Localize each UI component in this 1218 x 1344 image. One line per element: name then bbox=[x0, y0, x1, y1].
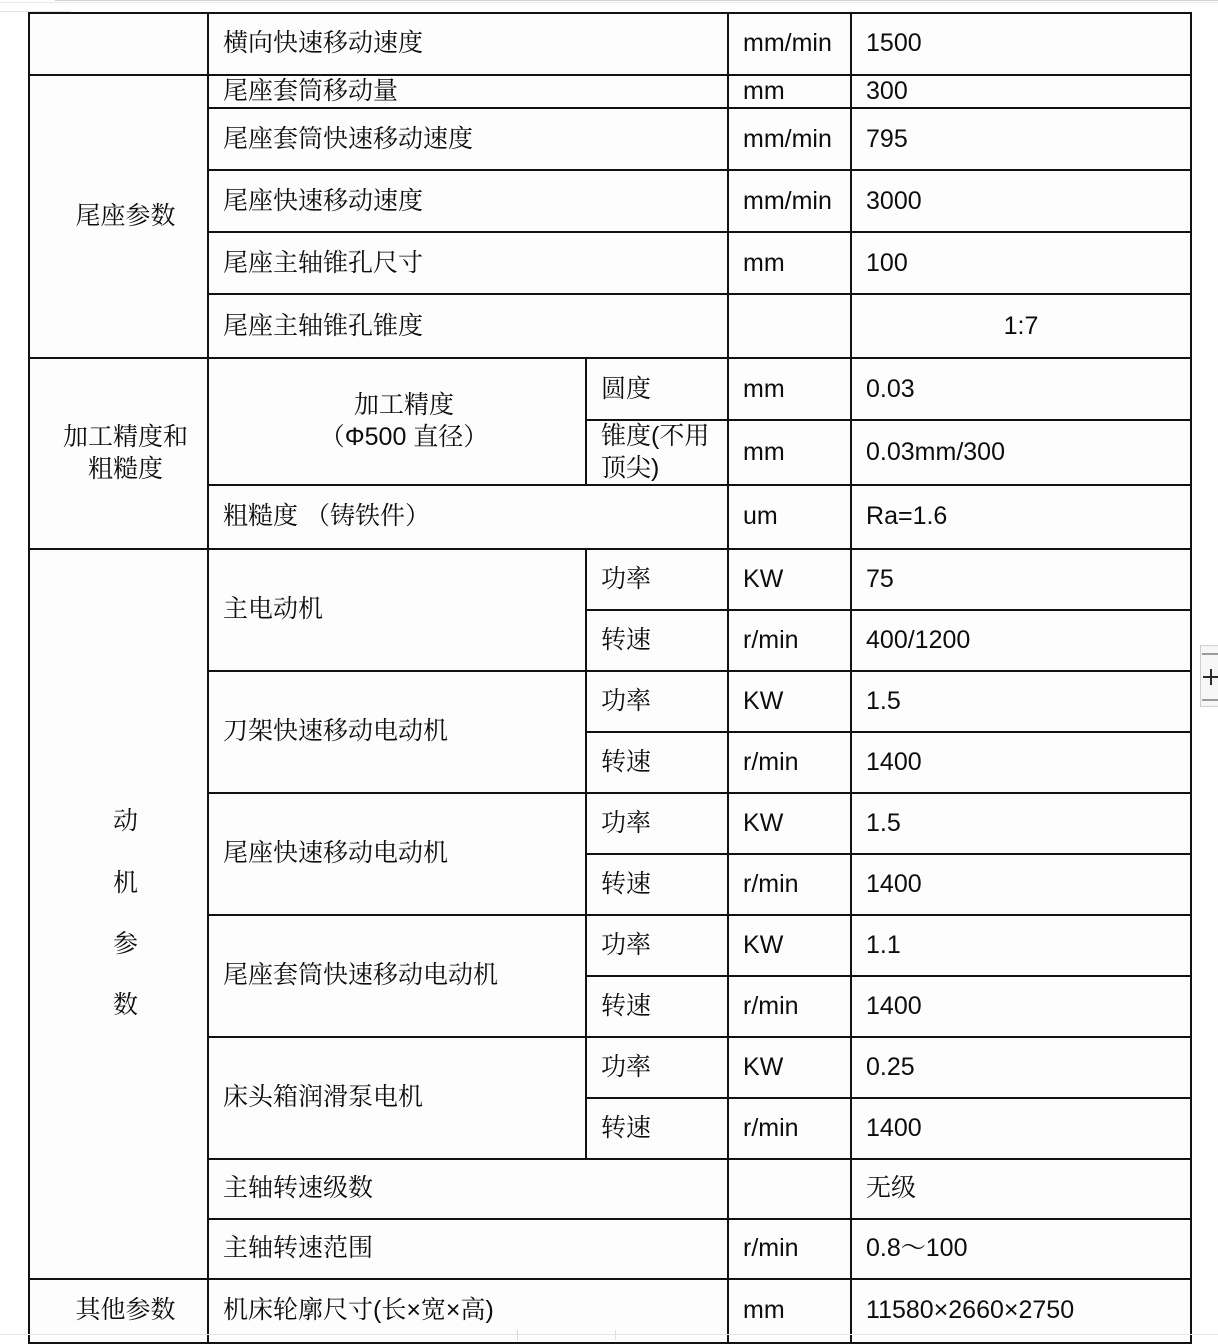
motor-spec-value: 400/1200 bbox=[851, 610, 1191, 671]
motor-spec-label: 转速 bbox=[586, 854, 728, 915]
accuracy-label bbox=[208, 358, 586, 485]
param-unit: mm bbox=[728, 358, 851, 420]
motor-spec-label: 功率 bbox=[586, 793, 728, 854]
motor-spec-unit: r/min bbox=[728, 1098, 851, 1159]
motor-spec-value: 1.5 bbox=[851, 793, 1191, 854]
motor-spec-unit: r/min bbox=[728, 976, 851, 1037]
group-label-line2: 粗糙度 bbox=[87, 454, 163, 483]
motor-spec-value: 1.5 bbox=[851, 671, 1191, 732]
param-name: 机床轮廓尺寸(长×宽×高) bbox=[208, 1279, 728, 1343]
motor-spec-unit: KW bbox=[728, 671, 851, 732]
table-row bbox=[29, 549, 1191, 610]
group-label-other: 其他参数 bbox=[29, 1279, 208, 1343]
param-unit: mm bbox=[728, 232, 851, 294]
param-name: 横向快速移动速度 bbox=[208, 13, 728, 75]
param-unit: um bbox=[728, 485, 851, 549]
group-label-tailstock: 尾座参数 bbox=[29, 75, 208, 358]
group-label-char: 数 bbox=[112, 991, 138, 1019]
param-value: 1:7 bbox=[851, 294, 1191, 358]
motor-spec-value: 1400 bbox=[851, 732, 1191, 793]
motor-name: 刀架快速移动电动机 bbox=[208, 671, 586, 793]
param-value: 0.03 bbox=[851, 358, 1191, 420]
param-value: 795 bbox=[851, 108, 1191, 170]
motor-spec-unit: r/min bbox=[728, 732, 851, 793]
param-value: 300 bbox=[851, 75, 1191, 108]
group-label-char: 参 bbox=[112, 929, 138, 958]
group-label-char: 机 bbox=[112, 868, 138, 897]
motor-spec-unit: KW bbox=[728, 793, 851, 854]
scan-artifact-tick bbox=[615, 1330, 616, 1340]
plus-icon-vertical bbox=[1210, 669, 1212, 685]
group-label-accuracy bbox=[29, 358, 208, 549]
param-subname: 圆度 bbox=[586, 358, 728, 420]
param-value: Ra=1.6 bbox=[851, 485, 1191, 549]
motor-spec-unit: KW bbox=[728, 549, 851, 610]
motor-spec-value: 1400 bbox=[851, 976, 1191, 1037]
param-unit: mm/min bbox=[728, 13, 851, 75]
scan-artifact-line-bottom bbox=[0, 1334, 1218, 1335]
motor-spec-unit: KW bbox=[728, 915, 851, 976]
motor-name: 主电动机 bbox=[208, 549, 586, 671]
param-unit: mm/min bbox=[728, 108, 851, 170]
scan-artifact-line-top bbox=[0, 2, 1218, 3]
param-value: 11580×2660×2750 bbox=[851, 1279, 1191, 1343]
param-value: 0.8～100 bbox=[851, 1219, 1191, 1279]
motor-spec-unit: KW bbox=[728, 1037, 851, 1098]
param-value: 3000 bbox=[851, 170, 1191, 232]
group-label-char: 动 bbox=[112, 807, 138, 836]
param-unit: mm bbox=[728, 1279, 851, 1343]
param-name: 尾座套筒移动量 bbox=[208, 75, 728, 108]
motor-spec-label: 转速 bbox=[586, 610, 728, 671]
motor-spec-unit: r/min bbox=[728, 854, 851, 915]
param-value: 100 bbox=[851, 232, 1191, 294]
motor-spec-label: 功率 bbox=[586, 1037, 728, 1098]
accuracy-label-line1: 加工精度 bbox=[353, 391, 454, 420]
motor-spec-value: 1.1 bbox=[851, 915, 1191, 976]
group-label-empty bbox=[29, 13, 208, 75]
motor-spec-label: 功率 bbox=[586, 549, 728, 610]
param-unit: r/min bbox=[728, 1219, 851, 1279]
motor-spec-label: 转速 bbox=[586, 732, 728, 793]
group-label-motor bbox=[29, 549, 208, 1279]
param-value: 无级 bbox=[851, 1159, 1191, 1219]
param-value: 1500 bbox=[851, 13, 1191, 75]
control-divider-bottom bbox=[1202, 699, 1218, 701]
param-name: 尾座主轴锥孔锥度 bbox=[208, 294, 728, 358]
table-row bbox=[29, 13, 1191, 75]
motor-spec-unit: r/min bbox=[728, 610, 851, 671]
control-divider-top bbox=[1202, 653, 1218, 655]
accuracy-label-line2: （Φ500 直径） bbox=[319, 422, 489, 451]
motor-spec-value: 0.25 bbox=[851, 1037, 1191, 1098]
table-row bbox=[29, 358, 1191, 420]
param-unit bbox=[728, 1159, 851, 1219]
param-name: 主轴转速范围 bbox=[208, 1219, 728, 1279]
motor-spec-label: 功率 bbox=[586, 671, 728, 732]
param-name: 主轴转速级数 bbox=[208, 1159, 728, 1219]
param-name: 粗糙度 （铸铁件） bbox=[208, 485, 728, 549]
param-unit: mm/min bbox=[728, 170, 851, 232]
scan-artifact-tick bbox=[517, 1330, 518, 1340]
param-name: 尾座主轴锥孔尺寸 bbox=[208, 232, 728, 294]
motor-spec-label: 转速 bbox=[586, 976, 728, 1037]
param-subname: 锥度(不用顶尖) bbox=[586, 420, 728, 485]
group-label-line1: 加工精度和 bbox=[62, 423, 188, 452]
motor-spec-label: 转速 bbox=[586, 1098, 728, 1159]
specification-table bbox=[28, 12, 1192, 1344]
param-name: 尾座快速移动速度 bbox=[208, 170, 728, 232]
motor-spec-value: 1400 bbox=[851, 854, 1191, 915]
scan-artifact-line-top-right bbox=[55, 0, 1218, 1]
motor-name: 尾座快速移动电动机 bbox=[208, 793, 586, 915]
param-unit bbox=[728, 294, 851, 358]
table-row bbox=[29, 75, 1191, 108]
motor-name: 床头箱润滑泵电机 bbox=[208, 1037, 586, 1159]
motor-name: 尾座套筒快速移动电动机 bbox=[208, 915, 586, 1037]
motor-spec-value: 1400 bbox=[851, 1098, 1191, 1159]
param-value: 0.03mm/300 bbox=[851, 420, 1191, 485]
param-name: 尾座套筒快速移动速度 bbox=[208, 108, 728, 170]
zoom-in-control[interactable] bbox=[1200, 645, 1218, 707]
param-unit: mm bbox=[728, 420, 851, 485]
param-unit: mm bbox=[728, 75, 851, 108]
motor-spec-label: 功率 bbox=[586, 915, 728, 976]
motor-spec-value: 75 bbox=[851, 549, 1191, 610]
